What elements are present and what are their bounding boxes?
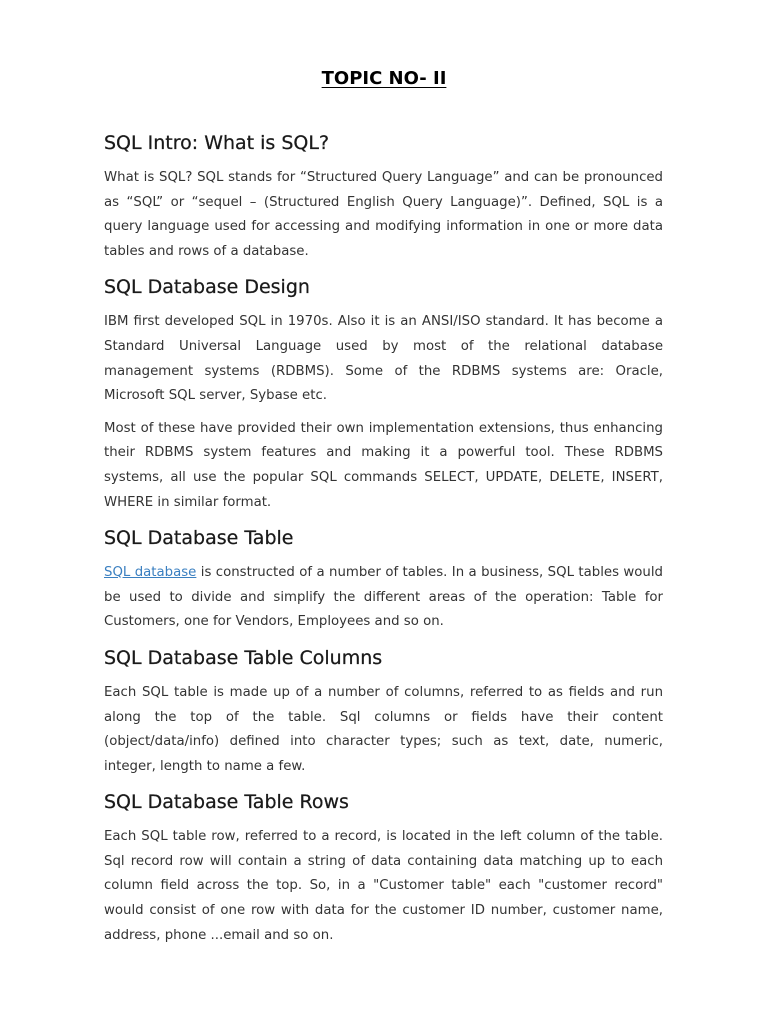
heading-sql-intro: SQL Intro: What is SQL? (104, 132, 330, 154)
topic-title-text: TOPIC NO- II (321, 68, 447, 89)
heading-database-design: SQL Database Design (104, 276, 310, 299)
paragraph-sql-intro: What is SQL? SQL stands for “Structured Query Language” and can be pronounced as “SQL” or “sequel – (Structured English Query Language)”. Defined, SQL is a query language used for accessing and modifying information in one or more data tables and rows of a database. (104, 170, 663, 259)
paragraph-database-design-2: Most of these have provided their own implementation extensions, thus enhancing their RDBMS system features and making it a powerful tool. These RDBMS systems, all use the popular SQL commands SELECT, UPDATE, DELETE, INSERT, WHERE in similar format. (104, 420, 663, 510)
paragraph-database-table (104, 561, 663, 635)
paragraph-table-columns: Each SQL table is made up of a number of columns, referred to as fields and run along the top of the table. Sql columns or fields have their content (object/data/info) defined into character types; such as text, date, numeric, integer, length to name a few. (104, 684, 663, 774)
heading-table-rows: SQL Database Table Rows (104, 791, 349, 814)
section-table-rows (104, 787, 663, 948)
paragraph-database-design-1: IBM first developed SQL in 1970s. Also it is an ANSI/ISO standard. It has become a Standard Universal Language used by most of the relational database management systems (RDBMS). Some of the RDBMS systems are: Oracle, Microsoft SQL server, Sybase etc. (104, 314, 663, 404)
paragraph-table-rows: Each SQL table row, referred to a record, is located in the left column of the table. Sql record row will contain a string of data containing data matching up to each column field across the top. So, in a "Customer table" each "customer record" would consist of one row with data for the customer ID number, customer name, address, phone ...email and so on. (104, 829, 663, 943)
document-body (104, 128, 663, 956)
section-database-table (104, 523, 663, 635)
heading-table-columns: SQL Database Table Columns (104, 646, 383, 669)
paragraph-database-table-text: is constructed of a number of tables. In a business, SQL tables would be used to divide and simplify the different areas of the operation: Table for Customers, one for Vendors, Employees and so on. (104, 565, 663, 630)
section-sql-intro (104, 128, 663, 264)
topic-title (0, 68, 768, 89)
heading-database-table: SQL Database Table (104, 527, 294, 550)
section-database-design (104, 272, 663, 515)
sql-database-link[interactable]: SQL database (104, 565, 197, 581)
section-table-columns (104, 643, 663, 779)
